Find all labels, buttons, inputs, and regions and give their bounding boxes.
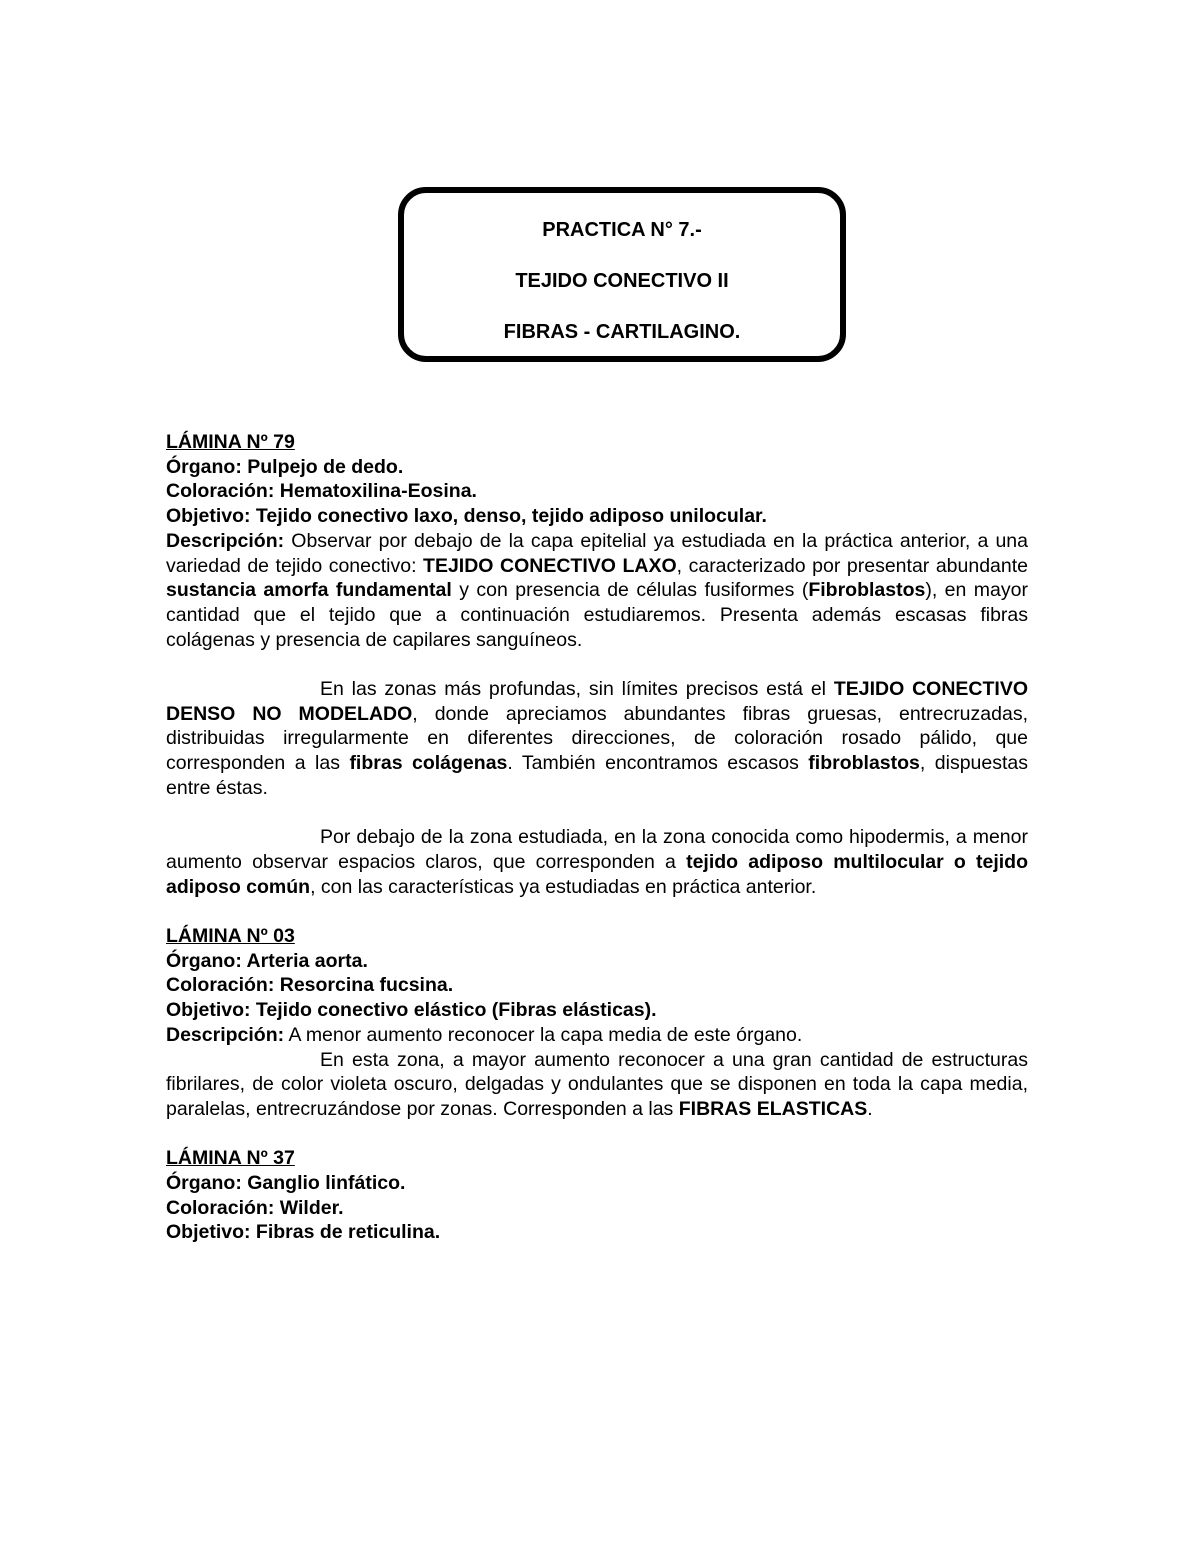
section-lamina-79 (166, 430, 1028, 899)
organo-line: Órgano: Pulpejo de dedo. (166, 455, 404, 478)
section-heading: LÁMINA Nº 37 (166, 1147, 295, 1170)
coloracion-line: Coloración: Hematoxilina-Eosina. (166, 480, 477, 503)
description-label: Descripción: (166, 1023, 285, 1046)
practice-topic: TEJIDO CONECTIVO II (515, 270, 729, 292)
description-label: Descripción: (166, 529, 285, 552)
section-heading: LÁMINA Nº 03 (166, 925, 295, 948)
coloracion-line: Coloración: Wilder. (166, 1196, 344, 1219)
paragraph-fibras-elasticas: En esta zona, a mayor aumento reconocer a una gran cantidad de estructuras fibrilares, de color violeta oscuro, delgadas y ondulantes que se disponen en toda la capa media, paralelas, entrecruzándose por zonas. Corresponden a las FIBRAS ELASTICAS. (166, 1048, 1028, 1120)
practice-subtopic: FIBRAS - CARTILAGINO. (503, 321, 741, 343)
organo-line: Órgano: Ganglio linfático. (166, 1172, 406, 1195)
section-lamina-03 (166, 924, 1028, 1122)
objetivo-line: Objetivo: Tejido conectivo elástico (Fibras elásticas). (166, 999, 657, 1022)
objetivo-line: Objetivo: Fibras de reticulina. (166, 1221, 441, 1244)
section-heading: LÁMINA Nº 79 (166, 431, 295, 453)
practice-number: PRACTICA N° 7.- (542, 219, 702, 241)
objetivo-line: Objetivo: Tejido conectivo laxo, denso, tejido adiposo unilocular. (166, 505, 767, 528)
paragraph-denso: En las zonas más profundas, sin límites precisos está el TEJIDO CONECTIVO DENSO NO MODELADO, donde apreciamos abundantes fibras gruesas, entrecruzadas, distribuidas irregularmente en diferentes direcciones, de coloración rosado pálido, que corresponden a las fibras colágenas. También encontramos escasos fibroblastos, dispuestas entre éstas. (166, 678, 1029, 799)
organo-line: Órgano: Arteria aorta. (166, 949, 368, 972)
section-lamina-37 (166, 1146, 1028, 1245)
document-body (166, 430, 1028, 1245)
title-box (398, 187, 846, 362)
description-paragraph: Descripción: Observar por debajo de la capa epitelial ya estudiada en la práctica anterior, a una variedad de tejido conectivo: TEJIDO CONECTIVO LAXO, caracterizado por presentar abundante sustancia amorfa fundamental y con presencia de células fusiformes (Fibroblastos), en mayor cantidad que el tejido que a continuación estudiaremos. Presenta además escasas fibras colágenas y presencia de capilares sanguíneos. (166, 529, 1028, 651)
coloracion-line: Coloración: Resorcina fucsina. (166, 974, 454, 997)
description-paragraph: Descripción: A menor aumento reconocer la capa media de este órgano. (166, 1023, 803, 1046)
paragraph-hipodermis: Por debajo de la zona estudiada, en la zona conocida como hipodermis, a menor aumento observar espacios claros, que corresponden a tejido adiposo multilocular o tejido adiposo común, con las características ya estudiadas en práctica anterior. (166, 826, 1028, 898)
